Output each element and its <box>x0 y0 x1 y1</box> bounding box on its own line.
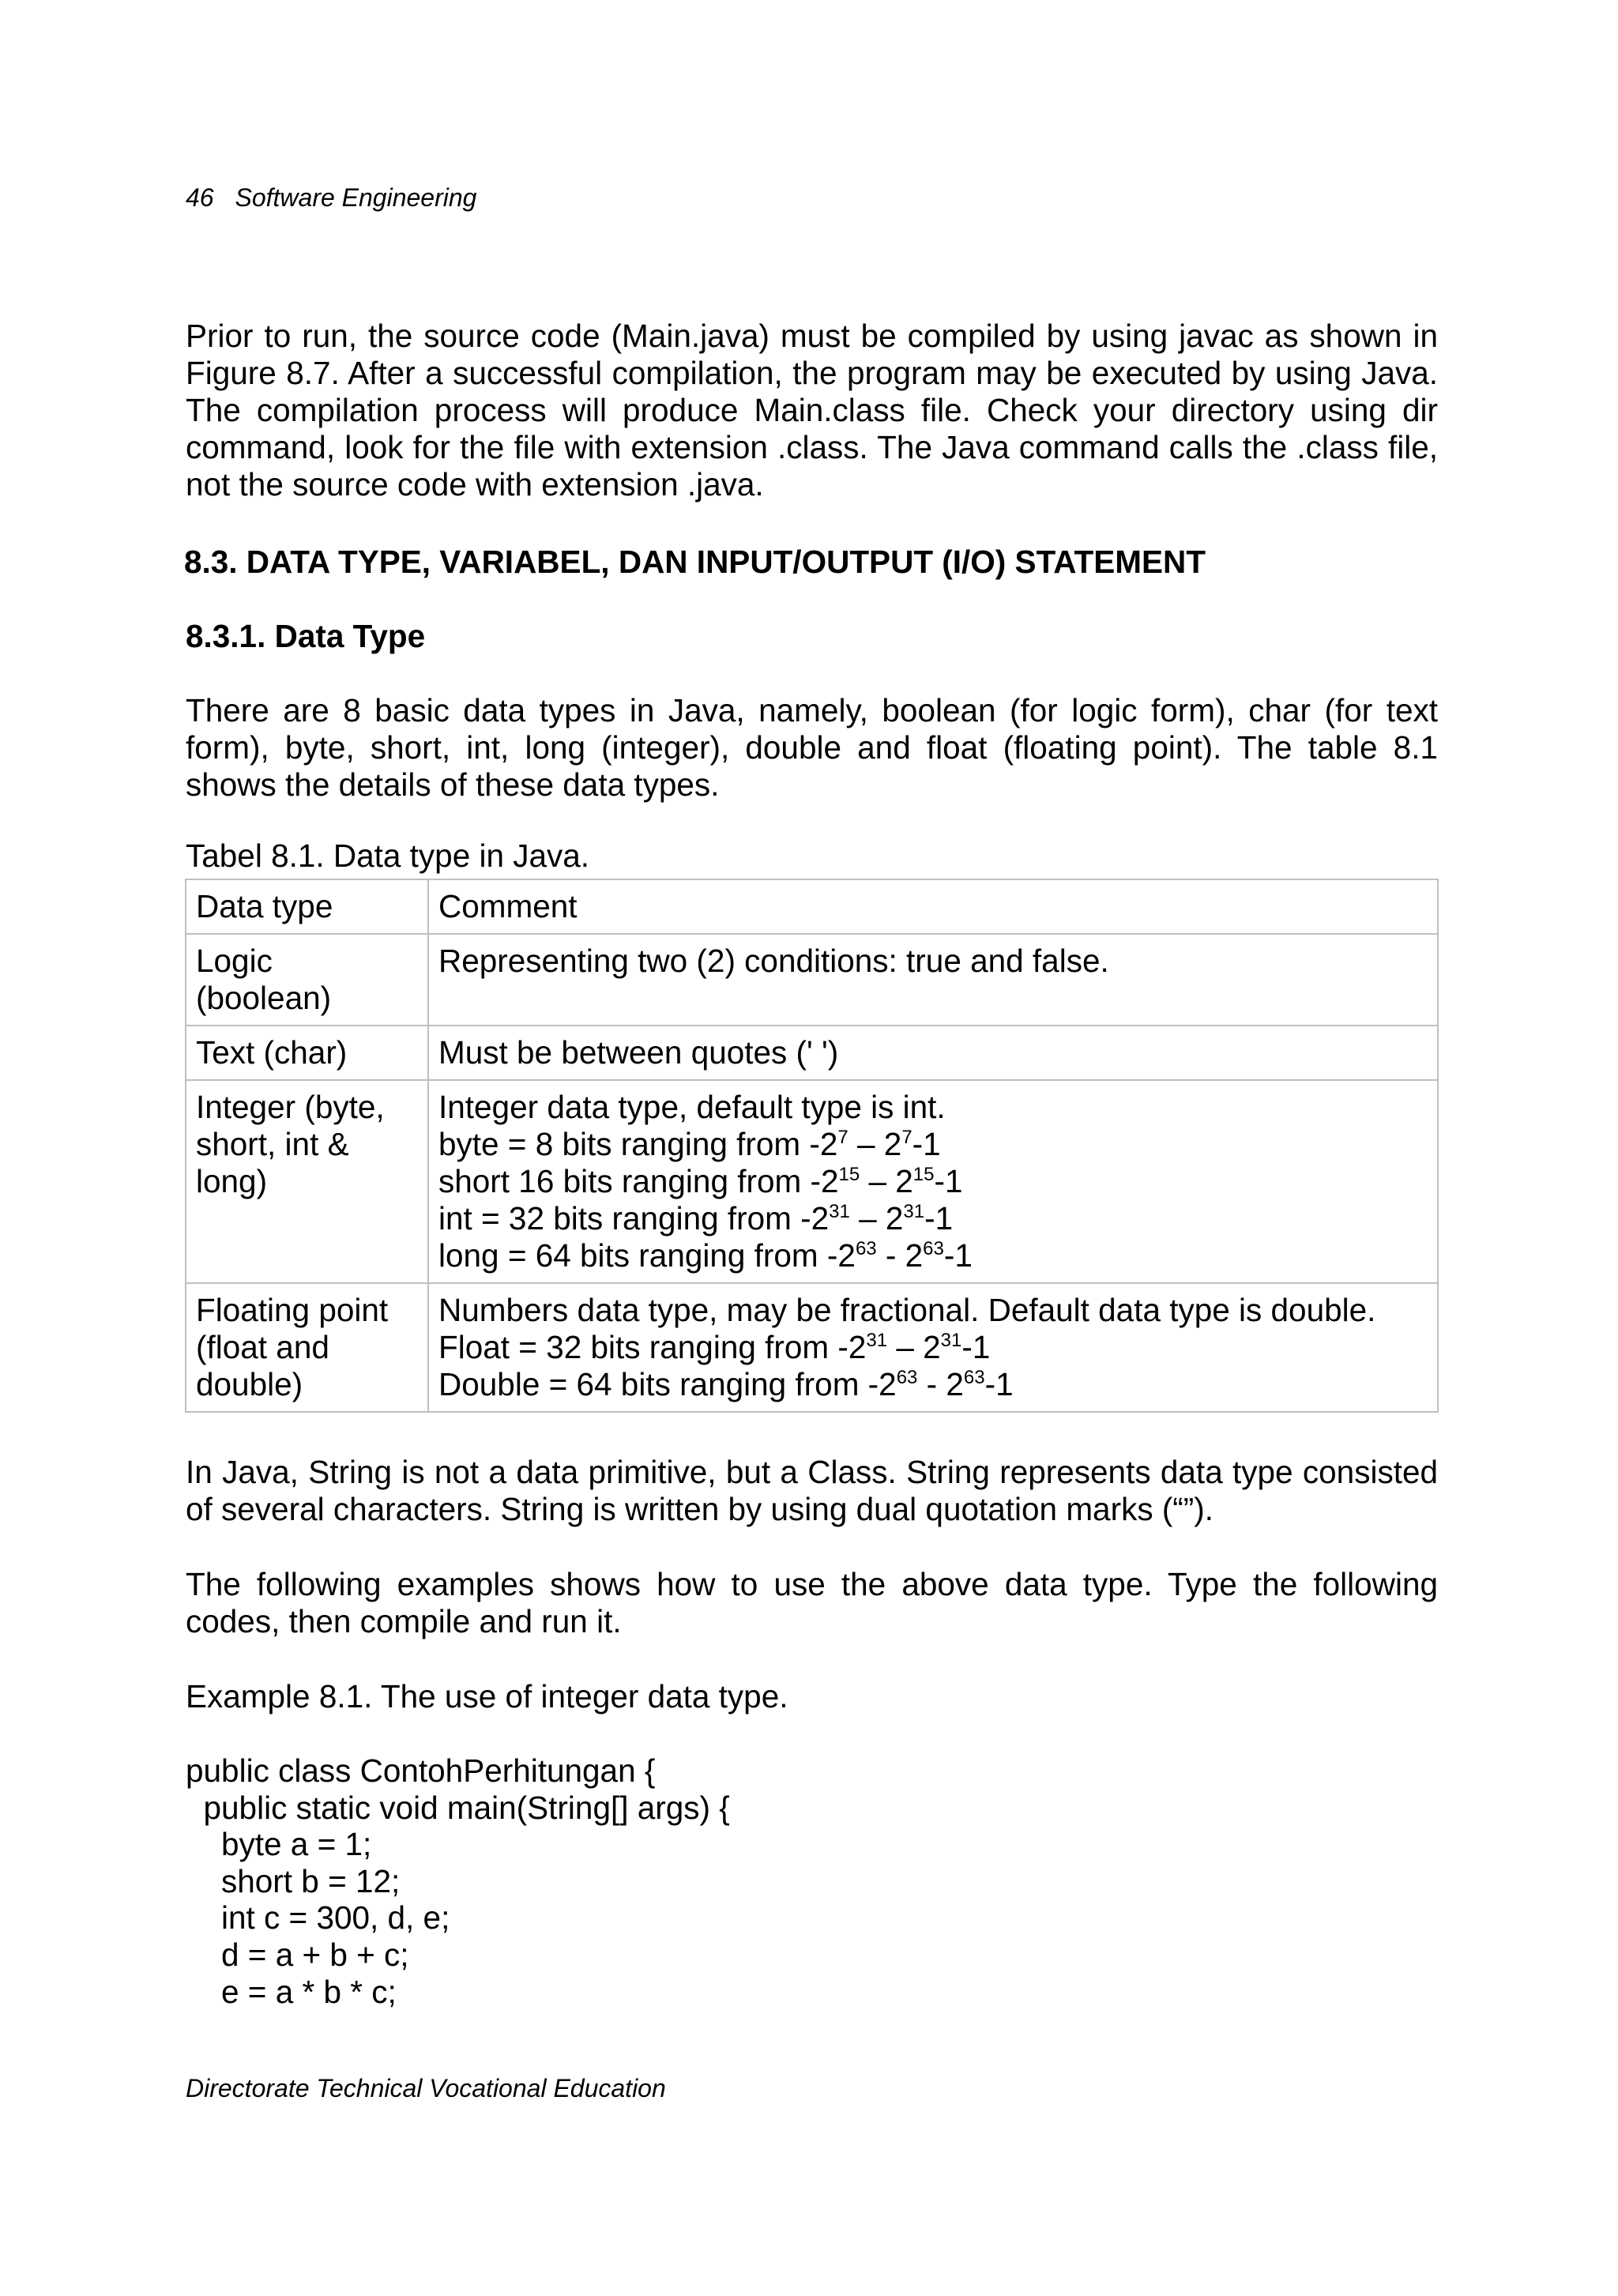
book-title: Software Engineering <box>235 183 477 212</box>
range-exponent: 63 <box>855 1238 877 1259</box>
type-line: double) <box>196 1366 303 1402</box>
range-prefix: byte = 8 bits ranging from -2 <box>438 1126 838 1162</box>
comment-intro: Integer data type, default type is int. <box>438 1089 946 1125</box>
range-line <box>438 1163 1429 1200</box>
type-line: short, int & <box>196 1126 349 1162</box>
table-row <box>186 1026 1438 1080</box>
range-mid: – 2 <box>849 1200 904 1236</box>
range-suffix: -1 <box>984 1366 1014 1402</box>
page-number: 46 <box>186 183 214 212</box>
type-cell <box>186 1080 428 1283</box>
range-prefix: short 16 bits ranging from -2 <box>438 1163 839 1199</box>
range-suffix: -1 <box>912 1126 941 1162</box>
range-prefix: Double = 64 bits ranging from -2 <box>438 1366 897 1402</box>
range-line <box>438 1237 1429 1274</box>
range-mid: – 2 <box>887 1329 941 1365</box>
type-line: Floating point <box>196 1292 389 1328</box>
section-heading: 8.3. DATA TYPE, VARIABEL, DAN INPUT/OUTPUT (I/O) STATEMENT <box>184 544 1206 580</box>
code-listing: public class ContohPerhitungan { public static void main(String[] args) { byte a = 1; short b = 12; int c = 300, d, e; d = a + b + c; e = a * b * c; <box>186 1752 730 2010</box>
range-line <box>438 1126 1429 1163</box>
range-exponent: 31 <box>829 1201 850 1222</box>
range-mid: - 2 <box>917 1366 964 1402</box>
range-exponent: 63 <box>963 1367 985 1388</box>
type-line: Integer (byte, <box>196 1089 385 1125</box>
range-exponent: 31 <box>940 1330 962 1351</box>
range-suffix: -1 <box>961 1329 991 1365</box>
intro-paragraph: Prior to run, the source code (Main.java) must be compiled by using javac as shown in Figure 8.7. After a successful compilation, the program may be executed by using Java. The compilation process will produce Main.class file. Check your directory using dir command, look for the file with extension .class. The Java command calls the .class file, not the source code with extension .java. <box>186 318 1438 502</box>
range-exponent: 15 <box>838 1164 860 1185</box>
range-mid: – 2 <box>860 1163 913 1199</box>
range-suffix: -1 <box>924 1200 954 1236</box>
type-line: (boolean) <box>196 980 332 1016</box>
range-prefix: int = 32 bits ranging from -2 <box>438 1200 830 1236</box>
range-prefix: long = 64 bits ranging from -2 <box>438 1237 856 1274</box>
range-exponent: 15 <box>912 1164 935 1185</box>
table-row <box>186 1283 1438 1412</box>
examples-paragraph: The following examples shows how to use the above data type. Type the following codes, then compile and run it. <box>186 1566 1438 1639</box>
range-suffix: -1 <box>943 1237 973 1274</box>
range-mid: – 2 <box>848 1126 902 1162</box>
header-cell-comment: Comment <box>428 879 1438 934</box>
string-paragraph: In Java, String is not a data primitive, but a Class. String represents data type consisted of several characters. String is written by using dual quotation marks (“”). <box>186 1454 1438 1527</box>
range-line <box>438 1366 1429 1403</box>
type-line: Logic <box>196 943 273 979</box>
range-prefix: Float = 32 bits ranging from -2 <box>438 1329 867 1365</box>
range-line <box>438 1200 1429 1237</box>
header-cell-data-type: Data type <box>186 879 428 934</box>
range-mid: - 2 <box>876 1237 924 1274</box>
data-type-paragraph: There are 8 basic data types in Java, namely, boolean (for logic form), char (for text form), byte, short, int, long (integer), double and float (floating point). The table 8.1 shows the details of these data types. <box>186 692 1438 803</box>
range-exponent: 63 <box>896 1367 918 1388</box>
range-exponent: 31 <box>866 1330 888 1351</box>
range-exponent: 31 <box>903 1201 925 1222</box>
running-footer: Directorate Technical Vocational Education <box>186 2074 666 2102</box>
running-header <box>186 183 476 213</box>
range-line <box>438 1329 1429 1366</box>
comment-cell <box>428 1080 1438 1283</box>
data-type-table <box>185 879 1439 1413</box>
example-title: Example 8.1. The use of integer data type. <box>186 1678 788 1714</box>
range-suffix: -1 <box>934 1163 963 1199</box>
comment-cell: Must be between quotes (' ') <box>428 1026 1438 1080</box>
table-row <box>186 1080 1438 1283</box>
type-line: long) <box>196 1163 268 1199</box>
subsection-heading: 8.3.1. Data Type <box>186 618 426 654</box>
comment-intro: Numbers data type, may be fractional. Default data type is double. <box>438 1292 1376 1328</box>
table-header-row <box>186 879 1438 934</box>
table-caption: Tabel 8.1. Data type in Java. <box>186 837 590 874</box>
type-cell: Text (char) <box>186 1026 428 1080</box>
type-cell <box>186 934 428 1026</box>
table-row <box>186 934 1438 1026</box>
range-exponent: 7 <box>901 1127 912 1148</box>
range-exponent: 7 <box>837 1127 849 1148</box>
comment-cell: Representing two (2) conditions: true and false. <box>428 934 1438 1026</box>
type-cell <box>186 1283 428 1412</box>
comment-cell <box>428 1283 1438 1412</box>
range-exponent: 63 <box>923 1238 944 1259</box>
type-line: (float and <box>196 1329 329 1365</box>
